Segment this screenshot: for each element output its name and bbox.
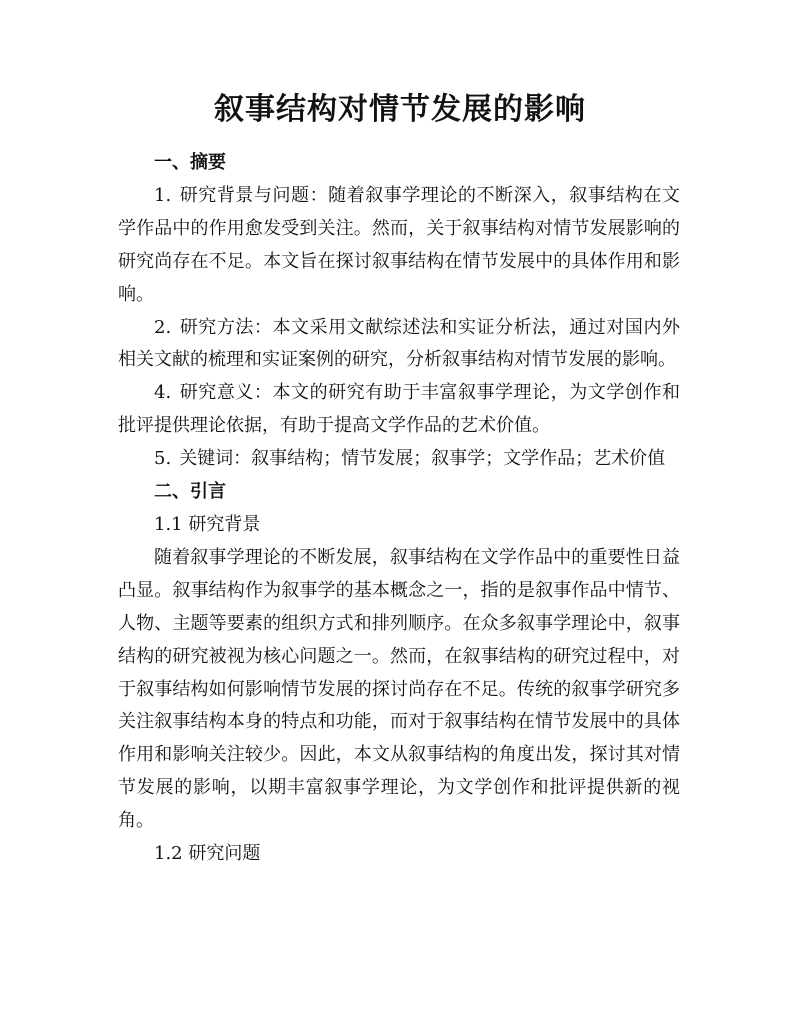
abstract-item-number: 4. (154, 382, 172, 404)
abstract-item-number: 1. (154, 184, 172, 206)
intro-heading: 二、引言 (154, 481, 226, 503)
abstract-item-text: 研究意义：本文的研究有助于丰富叙事学理论，为文学创作和批评提供理论依据，有助于提高文学作品的艺术价值。 (118, 382, 680, 437)
document-title: 叙事结构对情节发展的影响 (214, 92, 586, 127)
background-heading: 1.1 研究背景 (154, 513, 261, 535)
abstract-item-number: 2. (154, 316, 172, 338)
abstract-item-2 (118, 312, 680, 378)
question-heading: 1.2 研究问题 (154, 843, 261, 865)
abstract-item-1 (118, 180, 680, 312)
abstract-heading: 一、摘要 (154, 152, 226, 173)
abstract-item-text: 研究方法：本文采用文献综述法和实证分析法，通过对国内外相关文献的梳理和实证案例的研究，分析叙事结构对情节发展的影响。 (118, 316, 680, 371)
abstract-item-text: 研究背景与问题：随着叙事学理论的不断深入，叙事结构在文学作品中的作用愈发受到关注。然而，关于叙事结构对情节发展影响的研究尚存在不足。本文旨在探讨叙事结构在情节发展中的具体作用和影响。 (118, 184, 680, 305)
abstract-item-5 (118, 443, 680, 476)
abstract-item-4 (118, 377, 680, 443)
abstract-item-number: 5. (154, 448, 172, 470)
document-body (118, 147, 680, 871)
keywords-text: 关键词：叙事结构；情节发展；叙事学；文学作品；艺术价值 (179, 448, 666, 470)
background-paragraph: 随着叙事学理论的不断发展，叙事结构在文学作品中的重要性日益凸显。叙事结构作为叙事学的基本概念之一，指的是叙事作品中情节、人物、主题等要素的组织方式和排列顺序。在众多叙事学理论中，叙事结构的研究被视为核心问题之一。然而，在叙事结构的研究过程中，对于叙事结构如何影响情节发展的探讨尚存在不足。传统的叙事学研究多关注叙事结构本身的特点和功能，而对于叙事结构在情节发展中的具体作用和影响关注较少。因此，本文从叙事结构的角度出发，探讨其对情节发展的影响，以期丰富叙事学理论，为文学创作和批评提供新的视角。 (118, 546, 680, 832)
